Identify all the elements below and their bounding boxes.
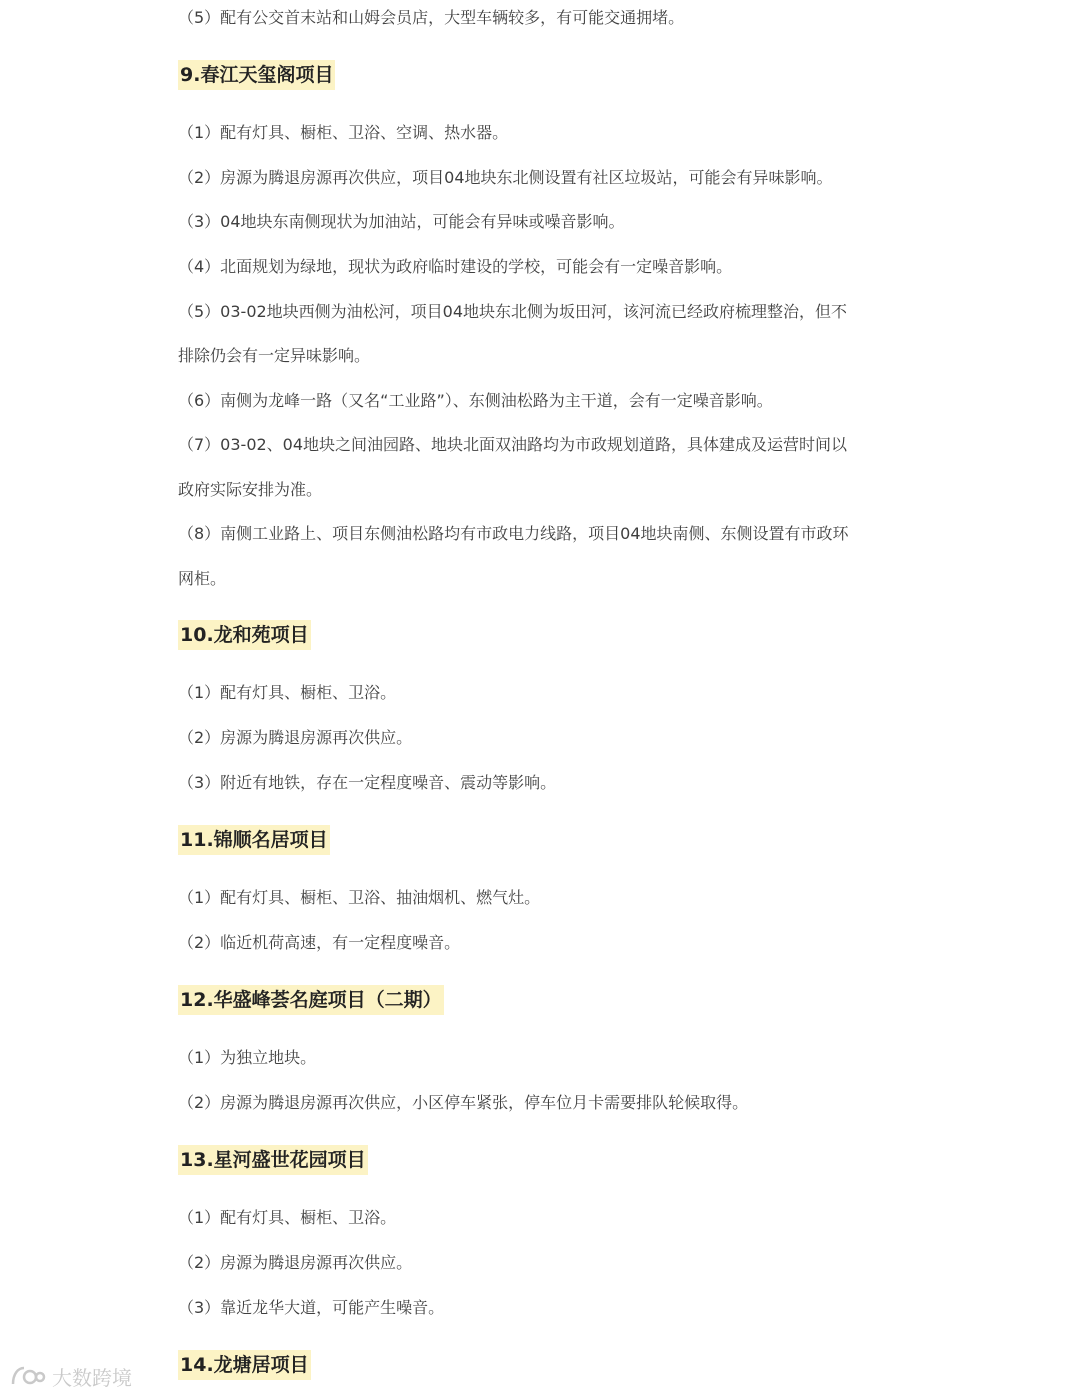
paragraph: （4）北面规划为绿地，现状为政府临时建设的学校，可能会有一定噪音影响。 xyxy=(178,257,733,276)
paragraph: （1）配有灯具、橱柜、卫浴。 xyxy=(178,683,397,702)
paragraph: （3）04地块东南侧现状为加油站，可能会有异味或噪音影响。 xyxy=(178,212,625,231)
paragraph: （2）房源为腾退房源再次供应。 xyxy=(178,1253,413,1272)
section-heading: 14.龙塘居项目 xyxy=(178,1350,311,1380)
section-heading: 10.龙和苑项目 xyxy=(178,620,311,650)
watermark-text: 大数跨境 xyxy=(52,1365,132,1390)
paragraph: （5）配有公交首末站和山姆会员店，大型车辆较多，有可能交通拥堵。 xyxy=(178,8,685,27)
paragraph: （2）房源为腾退房源再次供应，项目04地块东北侧设置有社区垃圾站，可能会有异味影响。 xyxy=(178,168,833,187)
paragraph: （7）03-02、04地块之间油园路、地块北面双油路均为市政规划道路，具体建成及运营时间以 xyxy=(178,435,848,454)
paragraph: 政府实际安排为准。 xyxy=(178,480,323,499)
paragraph: （6）南侧为龙峰一路（又名“工业路”）、东侧油松路为主干道，会有一定噪音影响。 xyxy=(178,391,773,410)
section-heading: 11.锦顺名居项目 xyxy=(178,825,330,855)
paragraph: （2）房源为腾退房源再次供应，小区停车紧张，停车位月卡需要排队轮候取得。 xyxy=(178,1093,749,1112)
paragraph: （8）南侧工业路上、项目东侧油松路均有市政电力线路，项目04地块南侧、东侧设置有市政环 xyxy=(178,524,849,543)
watermark xyxy=(10,1360,132,1392)
paragraph: （1）配有灯具、橱柜、卫浴、抽油烟机、燃气灶。 xyxy=(178,888,541,907)
paragraph: （5）03-02地块西侧为油松河，项目04地块东北侧为坂田河，该河流已经政府梳理整治，但不 xyxy=(178,302,848,321)
paragraph: （1）为独立地块。 xyxy=(178,1048,317,1067)
section-heading: 12.华盛峰荟名庭项目（二期） xyxy=(178,985,444,1015)
paragraph: （2）房源为腾退房源再次供应。 xyxy=(178,728,413,747)
paragraph: （3）附近有地铁，存在一定程度噪音、震动等影响。 xyxy=(178,773,557,792)
paragraph: 排除仍会有一定异味影响。 xyxy=(178,346,371,365)
paragraph: 网柜。 xyxy=(178,569,227,588)
section-heading: 9.春江天玺阁项目 xyxy=(178,60,335,90)
watermark-logo-icon xyxy=(10,1364,46,1388)
section-heading: 13.星河盛世花园项目 xyxy=(178,1145,368,1175)
paragraph: （2）临近机荷高速，有一定程度噪音。 xyxy=(178,933,461,952)
paragraph: （1）配有灯具、橱柜、卫浴、空调、热水器。 xyxy=(178,123,509,142)
paragraph: （3）靠近龙华大道，可能产生噪音。 xyxy=(178,1298,445,1317)
paragraph: （1）配有灯具、橱柜、卫浴。 xyxy=(178,1208,397,1227)
